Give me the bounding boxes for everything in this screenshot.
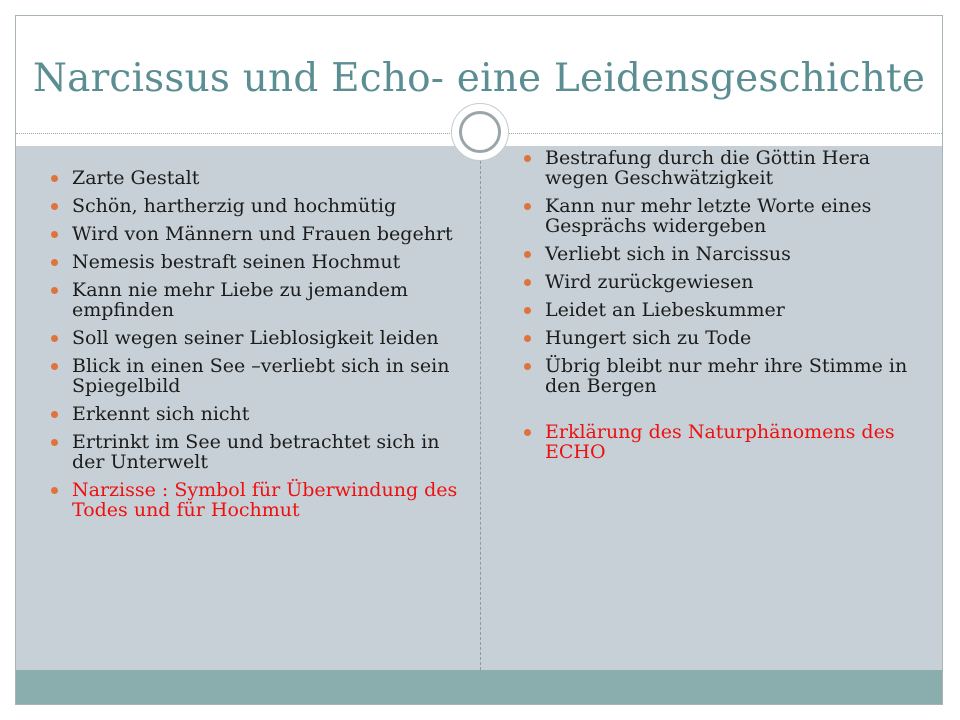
list-item [50,356,460,396]
list-item-text: Verliebt sich in Narcissus [545,243,791,265]
list-item-text: Wird zurückgewiesen [545,271,754,293]
list-item-text: Übrig bleibt nur mehr ihre Stimme in den Bergen [545,355,908,397]
list-item-text: Erklärung des Naturphänomens des ECHO [545,421,895,463]
list-item-text: Soll wegen seiner Lieblosigkeit leiden [72,327,439,349]
list-item [523,148,923,188]
bullet-icon [524,251,531,258]
bullet-icon [524,279,531,286]
list-item [50,224,460,244]
list-item-text: Bestrafung durch die Göttin Hera wegen Geschwätzigkeit [545,147,871,189]
list-item-text: Erkennt sich nicht [72,403,250,425]
bullet-icon [524,429,531,436]
list-item-text: Kann nur mehr letzte Worte eines Gesprächs widergeben [545,195,872,237]
bullet-icon [51,487,58,494]
bullet-icon [51,175,58,182]
bullet-icon [51,231,58,238]
bullet-icon [51,287,58,294]
list-item [523,356,923,396]
list-item-highlight [523,422,923,462]
bullet-icon [524,203,531,210]
bullet-icon [524,155,531,162]
list-item-text: Wird von Männern und Frauen begehrt [72,223,453,245]
list-item [50,404,460,424]
list-item [50,196,460,216]
bullet-icon [51,203,58,210]
bullet-icon [51,363,58,370]
list-item [523,244,923,264]
list-item-text: Kann nie mehr Liebe zu jemandem empfinden [72,279,409,321]
column-divider [480,146,481,670]
list-item [523,300,923,320]
list-item-text: Nemesis bestraft seinen Hochmut [72,251,401,273]
slide-title: Narcissus und Echo- eine Leidensgeschichte [32,56,926,101]
list-item [523,328,923,348]
list-item-highlight [50,480,460,520]
bullet-icon [524,363,531,370]
echo-bullet-list [523,148,923,470]
footer-band [16,670,942,704]
bullet-icon [51,259,58,266]
decorative-ring [459,111,501,153]
bullet-icon [51,439,58,446]
bullet-icon [524,307,531,314]
list-item [50,280,460,320]
list-item [50,328,460,348]
list-item-text: Narzisse : Symbol für Überwindung des Todes und für Hochmut [72,479,458,521]
narcissus-bullet-list [50,168,460,528]
list-item-text: Leidet an Liebeskummer [545,299,785,321]
list-item-text: Ertrinkt im See und betrachtet sich in der Unterwelt [72,431,440,473]
list-item-text: Blick in einen See –verliebt sich in sein Spiegelbild [72,355,450,397]
list-item-text: Zarte Gestalt [72,167,200,189]
list-item [523,272,923,292]
list-item [523,196,923,236]
bullet-icon [51,335,58,342]
list-item-text: Hungert sich zu Tode [545,327,752,349]
list-item [50,432,460,472]
decorative-circle-icon [451,103,509,161]
bullet-icon [524,335,531,342]
list-item-text: Schön, hartherzig und hochmütig [72,195,397,217]
bullet-icon [51,411,58,418]
list-item [50,252,460,272]
list-item [50,168,460,188]
